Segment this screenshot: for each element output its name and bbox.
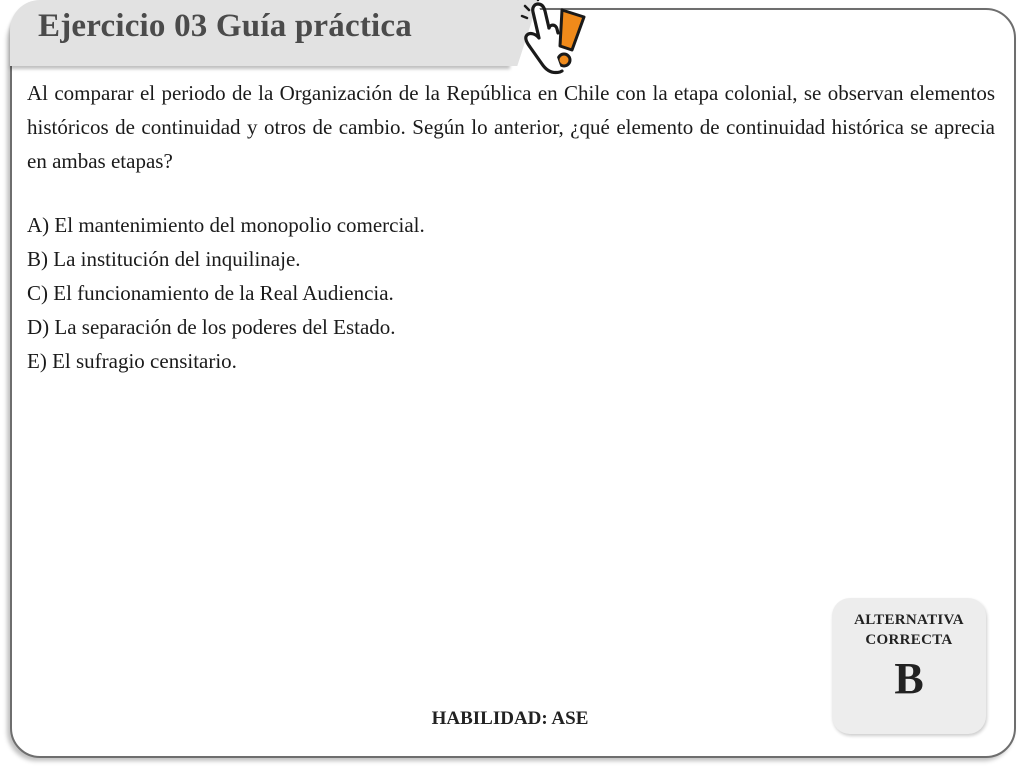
option-a: A) El mantenimiento del monopolio comercial. <box>27 213 425 237</box>
question-content <box>27 76 995 378</box>
option-e: E) El sufragio censitario. <box>27 349 237 373</box>
answer-label-line2: CORRECTA <box>865 632 953 648</box>
pointing-hand-exclamation-icon <box>518 0 590 78</box>
answer-letter: B <box>894 654 924 703</box>
option-c: C) El funcionamiento de la Real Audiencia. <box>27 281 394 305</box>
question-text: Al comparar el periodo de la Organización de la República en Chile con la etapa colonial, se observan elementos históricos de continuidad y otros de cambio. Según lo anterior, ¿qué elemento de continuidad histórica se aprecia en ambas etapas? <box>27 81 995 173</box>
option-d: D) La separación de los poderes del Estado. <box>27 315 396 339</box>
answer-label-line1: ALTERNATIVA <box>854 612 964 628</box>
page-title: Ejercicio 03 Guía práctica <box>38 8 412 44</box>
skill-label-wrapper <box>0 708 1024 730</box>
option-b: B) La institución del inquilinaje. <box>27 247 301 271</box>
options-list <box>27 208 995 378</box>
skill-label: HABILIDAD: ASE <box>431 708 589 729</box>
